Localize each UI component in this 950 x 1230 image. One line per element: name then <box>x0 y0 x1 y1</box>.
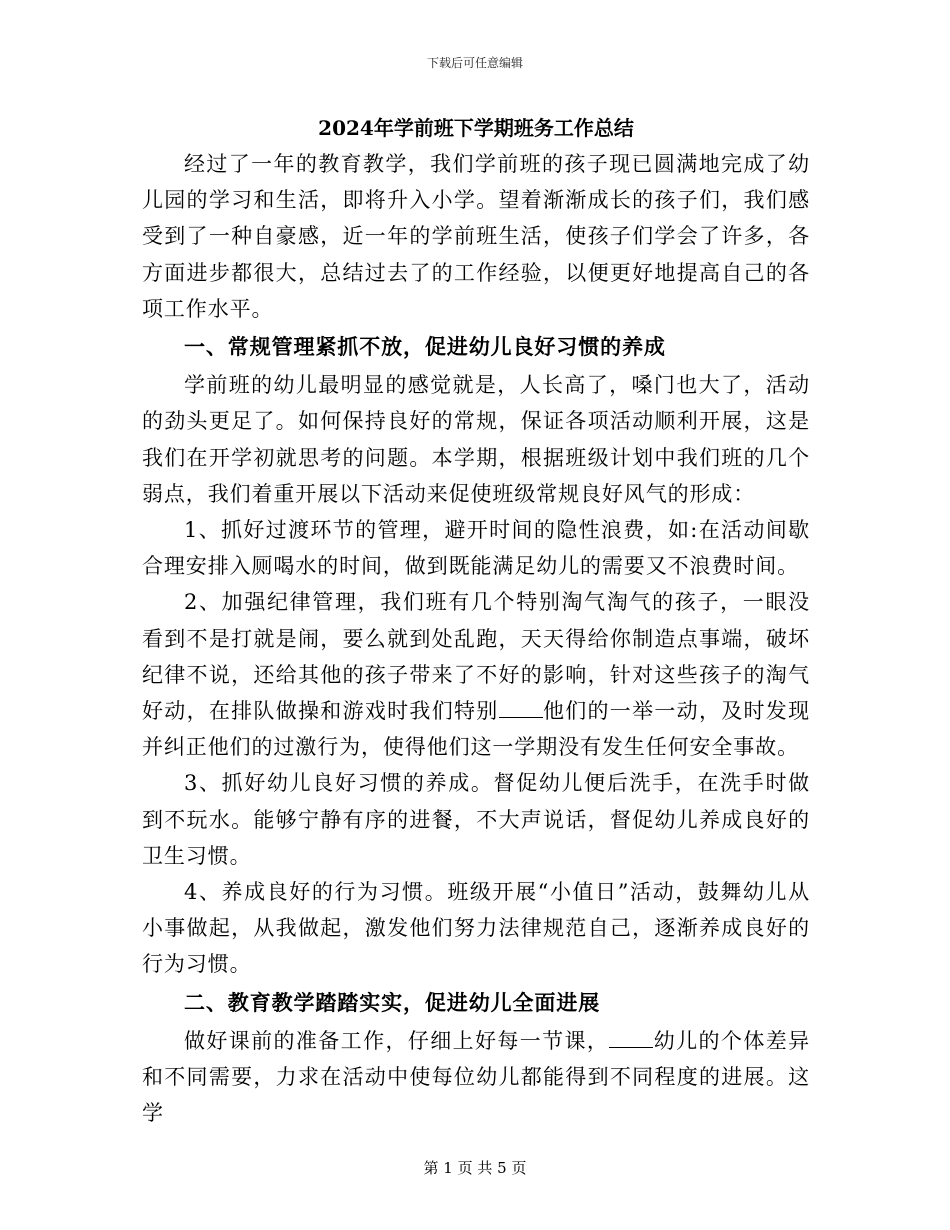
section-2-paragraph <box>142 1023 810 1132</box>
section-2-text-start: 做好课前的准备工作，仔细上好每一节课， <box>184 1028 610 1053</box>
document-title: 2024年学前班下学期班务工作总结 <box>318 116 634 140</box>
fill-in-blank <box>499 699 543 718</box>
section-2-heading: 二、教育教学踏踏实实，促进幼儿全面进展 <box>184 989 601 1015</box>
section-2-text-end: 幼儿的个体差异和不同需要，力求在活动中使每位幼儿都能得到不同程度的进展。这学 <box>142 1028 810 1126</box>
document-body <box>142 112 810 1131</box>
page-header: 下载后可任意编辑 <box>426 56 523 70</box>
section-1-paragraph: 学前班的幼儿最明显的感觉就是，人长高了，嗓门也大了，活动的劲头更足了。如何保持良好的常规，保证各项活动顺利开展，这是我们在开学初就思考的问题。本学期，根据班级计划中我们班的几个弱点，我们着重开展以下活动来促使班级常规良好风气的形成： <box>142 373 810 506</box>
section-1-item-1: 1、抓好过渡环节的管理，避开时间的隐性浪费，如:在活动间歇合理安排入厕喝水的时间，做到既能满足幼儿的需要又不浪费时间。 <box>142 518 810 579</box>
section-1-item-3: 3、抓好幼儿良好习惯的养成。督促幼儿便后洗手，在洗手时做到不玩水。能够宁静有序的进餐，不大声说话，督促幼儿养成良好的卫生习惯。 <box>142 771 810 868</box>
item-2-text-end: 他们的一举一动，及时发现并纠正他们的过激行为，使得他们这一学期没有发生任何安全事故。 <box>142 699 810 760</box>
section-1-heading: 一、常规管理紧抓不放，促进幼儿良好习惯的养成 <box>184 334 666 360</box>
section-1-item-4: 4、养成良好的行为习惯。班级开展“小值日”活动，鼓舞幼儿从小事做起，从我做起，激发他们努力法律规范自己，逐渐养成良好的行为习惯。 <box>142 880 810 977</box>
page-footer: 第 1 页 共 5 页 <box>423 1159 527 1177</box>
section-1-item-2 <box>142 584 810 765</box>
item-2-text-start: 2、加强纪律管理，我们班有几个特别淘气淘气的孩子，一眼没看到不是打就是闹，要么就到处乱跑，天天得给你制造点事端，破坏纪律不说，还给其他的孩子带来了不好的影响，针对这些孩子的淘气好动，在排队做操和游戏时我们特别 <box>142 590 810 724</box>
fill-in-blank <box>609 1029 653 1048</box>
intro-paragraph: 经过了一年的教育教学，我们学前班的孩子现已圆满地完成了幼儿园的学习和生活，即将升入小学。望着渐渐成长的孩子们，我们感受到了一种自豪感，近一年的学前班生活，使孩子们学会了许多，各方面进步都很大，总结过去了的工作经验，以便更好地提高自己的各项工作水平。 <box>142 152 810 321</box>
